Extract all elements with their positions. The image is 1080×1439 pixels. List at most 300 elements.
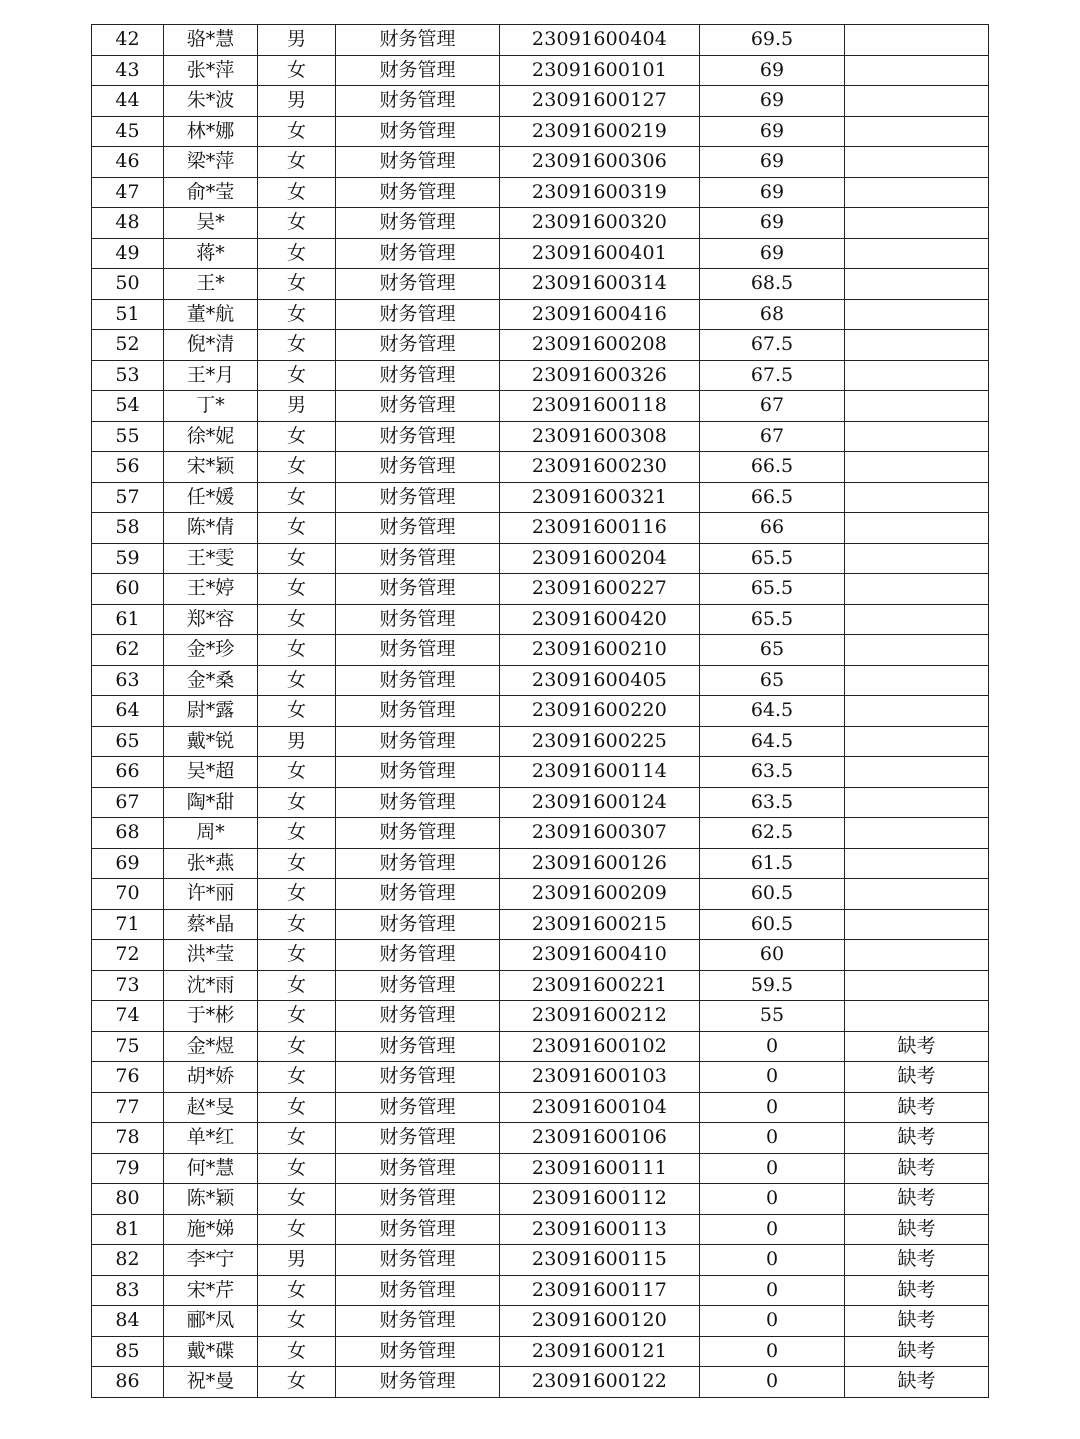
gender-cell: 女 <box>258 452 336 483</box>
major-cell: 财务管理 <box>336 1306 500 1337</box>
score-cell: 60.5 <box>700 879 845 910</box>
gender-cell: 女 <box>258 879 336 910</box>
remark-cell <box>845 208 989 239</box>
exam-id-cell: 23091600212 <box>500 1001 700 1032</box>
score-cell: 0 <box>700 1153 845 1184</box>
name-cell: 王* <box>164 269 258 300</box>
table-row <box>92 116 989 147</box>
score-cell: 69.5 <box>700 25 845 56</box>
exam-id-cell: 23091600401 <box>500 238 700 269</box>
exam-id-cell: 23091600113 <box>500 1214 700 1245</box>
table-row <box>92 543 989 574</box>
exam-id-cell: 23091600405 <box>500 665 700 696</box>
score-cell: 67 <box>700 421 845 452</box>
table-row <box>92 757 989 788</box>
score-cell: 69 <box>700 208 845 239</box>
major-cell: 财务管理 <box>336 269 500 300</box>
major-cell: 财务管理 <box>336 1214 500 1245</box>
exam-id-cell: 23091600221 <box>500 970 700 1001</box>
name-cell: 任*媛 <box>164 482 258 513</box>
table-row <box>92 879 989 910</box>
gender-cell: 女 <box>258 696 336 727</box>
exam-id-cell: 23091600321 <box>500 482 700 513</box>
score-cell: 65 <box>700 665 845 696</box>
seq-cell: 46 <box>92 147 164 178</box>
major-cell: 财务管理 <box>336 238 500 269</box>
seq-cell: 47 <box>92 177 164 208</box>
exam-id-cell: 23091600220 <box>500 696 700 727</box>
major-cell: 财务管理 <box>336 513 500 544</box>
seq-cell: 69 <box>92 848 164 879</box>
remark-cell <box>845 757 989 788</box>
score-cell: 59.5 <box>700 970 845 1001</box>
remark-cell <box>845 238 989 269</box>
remark-cell: 缺考 <box>845 1092 989 1123</box>
exam-id-cell: 23091600420 <box>500 604 700 635</box>
table-row <box>92 818 989 849</box>
seq-cell: 76 <box>92 1062 164 1093</box>
major-cell: 财务管理 <box>336 482 500 513</box>
score-table <box>91 24 989 1398</box>
remark-cell <box>845 513 989 544</box>
name-cell: 何*慧 <box>164 1153 258 1184</box>
gender-cell: 女 <box>258 1153 336 1184</box>
name-cell: 李*宁 <box>164 1245 258 1276</box>
gender-cell: 女 <box>258 330 336 361</box>
major-cell: 财务管理 <box>336 25 500 56</box>
remark-cell <box>845 909 989 940</box>
gender-cell: 女 <box>258 940 336 971</box>
exam-id-cell: 23091600121 <box>500 1336 700 1367</box>
exam-id-cell: 23091600124 <box>500 787 700 818</box>
gender-cell: 女 <box>258 757 336 788</box>
name-cell: 许*丽 <box>164 879 258 910</box>
remark-cell <box>845 269 989 300</box>
score-cell: 60 <box>700 940 845 971</box>
seq-cell: 51 <box>92 299 164 330</box>
major-cell: 财务管理 <box>336 1336 500 1367</box>
gender-cell: 男 <box>258 391 336 422</box>
name-cell: 金*桑 <box>164 665 258 696</box>
seq-cell: 64 <box>92 696 164 727</box>
name-cell: 戴*锐 <box>164 726 258 757</box>
exam-id-cell: 23091600111 <box>500 1153 700 1184</box>
major-cell: 财务管理 <box>336 1245 500 1276</box>
table-row <box>92 1092 989 1123</box>
remark-cell <box>845 421 989 452</box>
remark-cell <box>845 970 989 1001</box>
score-cell: 69 <box>700 177 845 208</box>
seq-cell: 60 <box>92 574 164 605</box>
table-row <box>92 1336 989 1367</box>
major-cell: 财务管理 <box>336 299 500 330</box>
gender-cell: 女 <box>258 665 336 696</box>
major-cell: 财务管理 <box>336 86 500 117</box>
seq-cell: 53 <box>92 360 164 391</box>
seq-cell: 79 <box>92 1153 164 1184</box>
gender-cell: 女 <box>258 1092 336 1123</box>
remark-cell: 缺考 <box>845 1184 989 1215</box>
seq-cell: 70 <box>92 879 164 910</box>
table-row <box>92 391 989 422</box>
table-row <box>92 482 989 513</box>
seq-cell: 67 <box>92 787 164 818</box>
table-row <box>92 25 989 56</box>
major-cell: 财务管理 <box>336 116 500 147</box>
score-cell: 0 <box>700 1062 845 1093</box>
major-cell: 财务管理 <box>336 208 500 239</box>
name-cell: 戴*碟 <box>164 1336 258 1367</box>
score-cell: 0 <box>700 1214 845 1245</box>
remark-cell <box>845 848 989 879</box>
remark-cell <box>845 25 989 56</box>
table-row <box>92 787 989 818</box>
major-cell: 财务管理 <box>336 1275 500 1306</box>
name-cell: 单*红 <box>164 1123 258 1154</box>
seq-cell: 43 <box>92 55 164 86</box>
score-cell: 0 <box>700 1092 845 1123</box>
gender-cell: 女 <box>258 1306 336 1337</box>
score-cell: 65.5 <box>700 574 845 605</box>
major-cell: 财务管理 <box>336 1153 500 1184</box>
score-cell: 69 <box>700 55 845 86</box>
major-cell: 财务管理 <box>336 360 500 391</box>
gender-cell: 女 <box>258 147 336 178</box>
exam-id-cell: 23091600308 <box>500 421 700 452</box>
seq-cell: 75 <box>92 1031 164 1062</box>
table-row <box>92 848 989 879</box>
seq-cell: 81 <box>92 1214 164 1245</box>
name-cell: 梁*萍 <box>164 147 258 178</box>
name-cell: 林*娜 <box>164 116 258 147</box>
remark-cell <box>845 391 989 422</box>
seq-cell: 73 <box>92 970 164 1001</box>
name-cell: 蒋* <box>164 238 258 269</box>
remark-cell <box>845 299 989 330</box>
exam-id-cell: 23091600404 <box>500 25 700 56</box>
table-row <box>92 1153 989 1184</box>
remark-cell <box>845 1001 989 1032</box>
seq-cell: 78 <box>92 1123 164 1154</box>
remark-cell <box>845 940 989 971</box>
major-cell: 财务管理 <box>336 1092 500 1123</box>
table-row <box>92 1306 989 1337</box>
table-row <box>92 1123 989 1154</box>
score-cell: 62.5 <box>700 818 845 849</box>
table-row <box>92 86 989 117</box>
score-cell: 0 <box>700 1336 845 1367</box>
name-cell: 王*雯 <box>164 543 258 574</box>
name-cell: 陈*颖 <box>164 1184 258 1215</box>
name-cell: 陈*倩 <box>164 513 258 544</box>
exam-id-cell: 23091600122 <box>500 1367 700 1398</box>
table-row <box>92 696 989 727</box>
name-cell: 金*煜 <box>164 1031 258 1062</box>
seq-cell: 44 <box>92 86 164 117</box>
remark-cell <box>845 147 989 178</box>
exam-id-cell: 23091600120 <box>500 1306 700 1337</box>
score-cell: 66 <box>700 513 845 544</box>
name-cell: 祝*曼 <box>164 1367 258 1398</box>
seq-cell: 55 <box>92 421 164 452</box>
remark-cell: 缺考 <box>845 1336 989 1367</box>
remark-cell <box>845 86 989 117</box>
seq-cell: 50 <box>92 269 164 300</box>
name-cell: 洪*莹 <box>164 940 258 971</box>
major-cell: 财务管理 <box>336 1031 500 1062</box>
name-cell: 吴* <box>164 208 258 239</box>
gender-cell: 女 <box>258 970 336 1001</box>
score-cell: 65.5 <box>700 543 845 574</box>
gender-cell: 女 <box>258 55 336 86</box>
table-row <box>92 970 989 1001</box>
exam-id-cell: 23091600106 <box>500 1123 700 1154</box>
major-cell: 财务管理 <box>336 330 500 361</box>
major-cell: 财务管理 <box>336 696 500 727</box>
major-cell: 财务管理 <box>336 787 500 818</box>
gender-cell: 女 <box>258 604 336 635</box>
seq-cell: 61 <box>92 604 164 635</box>
major-cell: 财务管理 <box>336 909 500 940</box>
table-row <box>92 665 989 696</box>
score-cell: 65 <box>700 635 845 666</box>
exam-id-cell: 23091600204 <box>500 543 700 574</box>
exam-id-cell: 23091600208 <box>500 330 700 361</box>
seq-cell: 68 <box>92 818 164 849</box>
seq-cell: 58 <box>92 513 164 544</box>
remark-cell: 缺考 <box>845 1214 989 1245</box>
major-cell: 财务管理 <box>336 1184 500 1215</box>
exam-id-cell: 23091600306 <box>500 147 700 178</box>
seq-cell: 57 <box>92 482 164 513</box>
seq-cell: 86 <box>92 1367 164 1398</box>
score-cell: 64.5 <box>700 726 845 757</box>
seq-cell: 85 <box>92 1336 164 1367</box>
score-cell: 61.5 <box>700 848 845 879</box>
remark-cell: 缺考 <box>845 1062 989 1093</box>
seq-cell: 84 <box>92 1306 164 1337</box>
gender-cell: 女 <box>258 482 336 513</box>
exam-id-cell: 23091600215 <box>500 909 700 940</box>
remark-cell <box>845 330 989 361</box>
remark-cell <box>845 574 989 605</box>
table-row <box>92 269 989 300</box>
remark-cell <box>845 879 989 910</box>
exam-id-cell: 23091600225 <box>500 726 700 757</box>
seq-cell: 77 <box>92 1092 164 1123</box>
remark-cell: 缺考 <box>845 1275 989 1306</box>
major-cell: 财务管理 <box>336 1001 500 1032</box>
score-cell: 55 <box>700 1001 845 1032</box>
table-row <box>92 1367 989 1398</box>
major-cell: 财务管理 <box>336 1062 500 1093</box>
score-cell: 0 <box>700 1123 845 1154</box>
exam-id-cell: 23091600307 <box>500 818 700 849</box>
remark-cell: 缺考 <box>845 1031 989 1062</box>
major-cell: 财务管理 <box>336 970 500 1001</box>
name-cell: 胡*娇 <box>164 1062 258 1093</box>
score-cell: 65.5 <box>700 604 845 635</box>
exam-id-cell: 23091600326 <box>500 360 700 391</box>
gender-cell: 女 <box>258 1031 336 1062</box>
table-row <box>92 238 989 269</box>
table-row <box>92 330 989 361</box>
score-cell: 64.5 <box>700 696 845 727</box>
major-cell: 财务管理 <box>336 177 500 208</box>
score-cell: 60.5 <box>700 909 845 940</box>
gender-cell: 女 <box>258 543 336 574</box>
exam-id-cell: 23091600112 <box>500 1184 700 1215</box>
score-cell: 68.5 <box>700 269 845 300</box>
name-cell: 王*月 <box>164 360 258 391</box>
table-row <box>92 1062 989 1093</box>
exam-id-cell: 23091600116 <box>500 513 700 544</box>
gender-cell: 女 <box>258 177 336 208</box>
remark-cell <box>845 116 989 147</box>
seq-cell: 63 <box>92 665 164 696</box>
score-cell: 67 <box>700 391 845 422</box>
gender-cell: 女 <box>258 1214 336 1245</box>
table-row <box>92 1275 989 1306</box>
remark-cell <box>845 482 989 513</box>
table-row <box>92 208 989 239</box>
gender-cell: 女 <box>258 360 336 391</box>
score-cell: 69 <box>700 86 845 117</box>
name-cell: 宋*颖 <box>164 452 258 483</box>
remark-cell <box>845 726 989 757</box>
seq-cell: 54 <box>92 391 164 422</box>
exam-id-cell: 23091600319 <box>500 177 700 208</box>
score-cell: 66.5 <box>700 452 845 483</box>
remark-cell <box>845 360 989 391</box>
exam-id-cell: 23091600104 <box>500 1092 700 1123</box>
remark-cell <box>845 787 989 818</box>
name-cell: 周* <box>164 818 258 849</box>
score-cell: 69 <box>700 238 845 269</box>
exam-id-cell: 23091600126 <box>500 848 700 879</box>
remark-cell: 缺考 <box>845 1367 989 1398</box>
gender-cell: 女 <box>258 635 336 666</box>
major-cell: 财务管理 <box>336 665 500 696</box>
table-row <box>92 909 989 940</box>
name-cell: 王*婷 <box>164 574 258 605</box>
name-cell: 宋*芹 <box>164 1275 258 1306</box>
seq-cell: 82 <box>92 1245 164 1276</box>
seq-cell: 52 <box>92 330 164 361</box>
name-cell: 金*珍 <box>164 635 258 666</box>
remark-cell <box>845 696 989 727</box>
table-row <box>92 360 989 391</box>
remark-cell <box>845 177 989 208</box>
name-cell: 尉*露 <box>164 696 258 727</box>
gender-cell: 女 <box>258 574 336 605</box>
remark-cell: 缺考 <box>845 1245 989 1276</box>
exam-id-cell: 23091600101 <box>500 55 700 86</box>
exam-id-cell: 23091600320 <box>500 208 700 239</box>
remark-cell <box>845 543 989 574</box>
name-cell: 董*航 <box>164 299 258 330</box>
exam-id-cell: 23091600314 <box>500 269 700 300</box>
score-cell: 0 <box>700 1245 845 1276</box>
name-cell: 朱*波 <box>164 86 258 117</box>
score-cell: 0 <box>700 1275 845 1306</box>
remark-cell <box>845 604 989 635</box>
table-row <box>92 1001 989 1032</box>
table-row <box>92 55 989 86</box>
name-cell: 张*燕 <box>164 848 258 879</box>
remark-cell <box>845 55 989 86</box>
seq-cell: 83 <box>92 1275 164 1306</box>
gender-cell: 男 <box>258 25 336 56</box>
seq-cell: 62 <box>92 635 164 666</box>
seq-cell: 80 <box>92 1184 164 1215</box>
exam-id-cell: 23091600114 <box>500 757 700 788</box>
score-cell: 69 <box>700 147 845 178</box>
seq-cell: 59 <box>92 543 164 574</box>
name-cell: 徐*妮 <box>164 421 258 452</box>
name-cell: 俞*莹 <box>164 177 258 208</box>
gender-cell: 女 <box>258 818 336 849</box>
table-row <box>92 1184 989 1215</box>
name-cell: 骆*慧 <box>164 25 258 56</box>
major-cell: 财务管理 <box>336 635 500 666</box>
gender-cell: 女 <box>258 1062 336 1093</box>
score-cell: 63.5 <box>700 757 845 788</box>
gender-cell: 女 <box>258 299 336 330</box>
major-cell: 财务管理 <box>336 55 500 86</box>
major-cell: 财务管理 <box>336 1123 500 1154</box>
gender-cell: 女 <box>258 787 336 818</box>
gender-cell: 女 <box>258 1336 336 1367</box>
major-cell: 财务管理 <box>336 543 500 574</box>
gender-cell: 女 <box>258 909 336 940</box>
table-row <box>92 513 989 544</box>
exam-id-cell: 23091600115 <box>500 1245 700 1276</box>
seq-cell: 66 <box>92 757 164 788</box>
gender-cell: 女 <box>258 848 336 879</box>
major-cell: 财务管理 <box>336 604 500 635</box>
gender-cell: 男 <box>258 86 336 117</box>
name-cell: 蔡*晶 <box>164 909 258 940</box>
score-cell: 0 <box>700 1306 845 1337</box>
gender-cell: 男 <box>258 1245 336 1276</box>
exam-id-cell: 23091600117 <box>500 1275 700 1306</box>
major-cell: 财务管理 <box>336 726 500 757</box>
name-cell: 陶*甜 <box>164 787 258 818</box>
exam-id-cell: 23091600416 <box>500 299 700 330</box>
table-row <box>92 147 989 178</box>
table-row <box>92 1031 989 1062</box>
major-cell: 财务管理 <box>336 574 500 605</box>
name-cell: 张*萍 <box>164 55 258 86</box>
gender-cell: 女 <box>258 513 336 544</box>
gender-cell: 女 <box>258 238 336 269</box>
table-row <box>92 604 989 635</box>
table-row <box>92 635 989 666</box>
name-cell: 吴*超 <box>164 757 258 788</box>
gender-cell: 女 <box>258 269 336 300</box>
gender-cell: 女 <box>258 1001 336 1032</box>
major-cell: 财务管理 <box>336 421 500 452</box>
major-cell: 财务管理 <box>336 818 500 849</box>
table-row <box>92 177 989 208</box>
table-row <box>92 1245 989 1276</box>
exam-id-cell: 23091600118 <box>500 391 700 422</box>
name-cell: 郑*容 <box>164 604 258 635</box>
name-cell: 郦*凤 <box>164 1306 258 1337</box>
seq-cell: 71 <box>92 909 164 940</box>
major-cell: 财务管理 <box>336 940 500 971</box>
